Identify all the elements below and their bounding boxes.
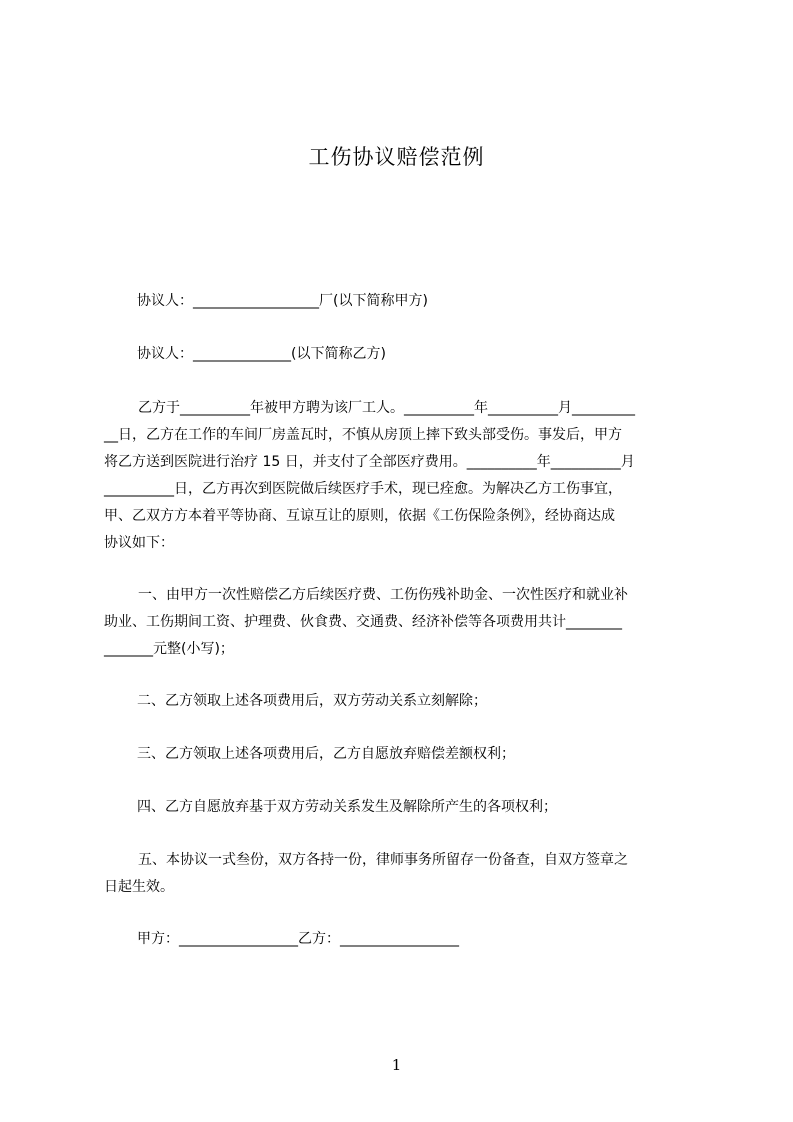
party-b-line: 协议人：______________(以下简称乙方) — [137, 346, 386, 362]
clause-line: 一、由甲方一次性赔偿乙方后续医疗费、工伤伤残补助金、一次性医疗和就业补 — [138, 587, 628, 603]
clause-2: 二、乙方领取上述各项费用后，双方劳动关系立刻解除； — [137, 693, 487, 709]
clause-line: _______元整(小写)； — [104, 641, 234, 657]
document-title: 工伤协议赔偿范例 — [308, 145, 485, 169]
intro-line: 甲、乙双方方本着平等协商、互谅互让的原则，依据《工伤保险条例》，经协商达成 — [104, 508, 615, 524]
clause-3: 三、乙方领取上述各项费用后，乙方自愿放弃赔偿差额权利； — [137, 746, 515, 762]
intro-line: 将乙方送到医院进行治疗 15 日，并支付了全部医疗费用。__________年__________月 — [104, 454, 635, 470]
clause-line: 助业、工伤期间工资、护理费、伙食费、交通费、经济补偿等各项费用共计________ — [104, 614, 622, 630]
clause-line: 日起生效。 — [104, 879, 174, 895]
intro-line: __日，乙方在工作的车间厂房盖瓦时，不慎从房顶上摔下致头部受伤。事发后，甲方 — [104, 427, 622, 443]
clause-line: 五、本协议一式叁份，双方各持一份，律师事务所留存一份备查，自双方签章之 — [138, 852, 628, 868]
party-a-line: 协议人：__________________厂(以下简称甲方) — [137, 293, 428, 309]
signature-line: 甲方：_________________乙方：_________________ — [137, 931, 459, 947]
intro-line: 协议如下： — [104, 535, 174, 551]
intro-line: 乙方于__________年被甲方聘为该厂工人。__________年__________月_________ — [138, 400, 635, 416]
intro-line: __________日，乙方再次到医院做后续医疗手术，现已痊愈。为解决乙方工伤事宜， — [104, 481, 622, 497]
page-number: 1 — [391, 1056, 402, 1074]
clause-4: 四、乙方自愿放弃基于双方劳动关系发生及解除所产生的各项权利； — [137, 799, 557, 815]
